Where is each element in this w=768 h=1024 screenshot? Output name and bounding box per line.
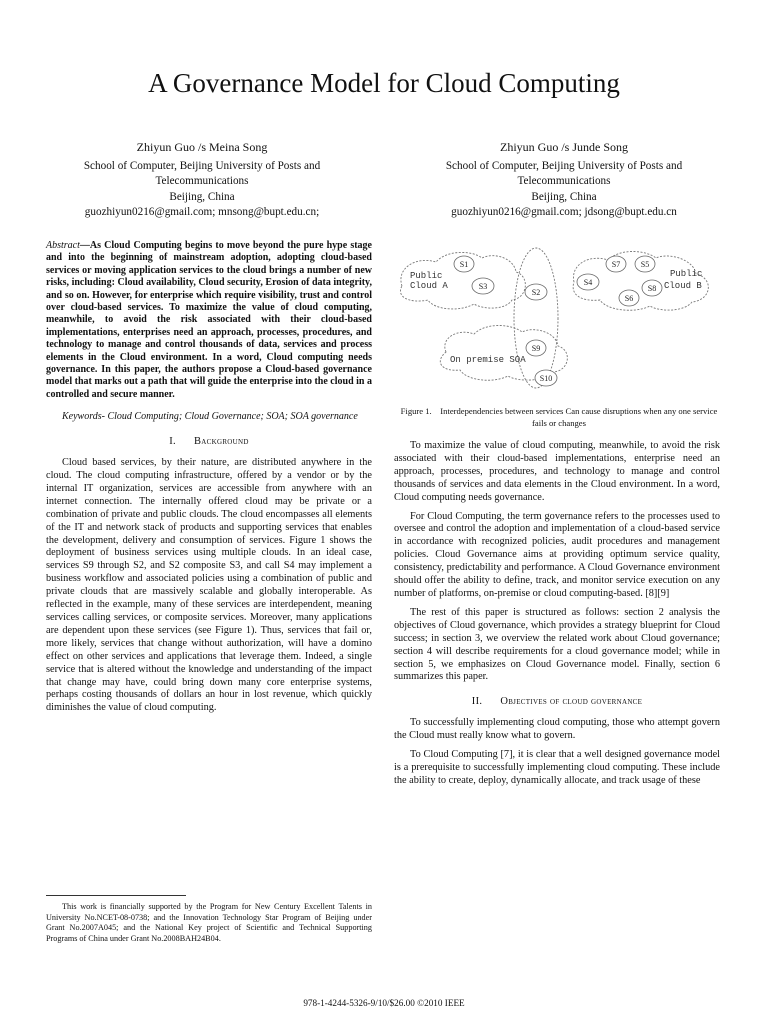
body-paragraph: Cloud based services, by their nature, are distributed anywhere in the cloud. The cloud computing infrastructure, offered by a vendor or by the internal IT organization, services are accessible from anywhere with an internet connection. The internally offered cloud may be private or a combination of private and public clouds. The cloud encompasses all elements of the IT and network stack of products and supporting services that enables the development, delivery and consumption of services. Figure 1 shows the deployment of business services using multiple clouds. In an ideal case, services S9 through S2, and S2 composite S3, and call S4 may implement a business workflow and associated policies using a combination of public and private clouds that are massively scalable and globally interoperable. As reflected in the example, many of these services are interdependent, meaning services calling services, or composite services. Moreover, many applications are dependent upon these services (see Figure 1). Thus, services that fail or, more likely, services that change without authorization, will have a domino effect on other services and applications that leverage them. Indeed, a single service that is altered without the knowledge and understanding of the impact that change may have, could bring down many core enterprise systems, perhaps costing thousands of dollars an hour in lost revenue, which quickly diminishes the value of cloud computing. [46,457,372,714]
author-email[interactable]: guozhiyun0216@gmail.com; mnsong@bupt.edu.cn; [84,206,320,218]
section-heading-objectives [394,696,720,709]
node-label: S8 [647,284,657,293]
figure-caption-text: Interdependencies between services Can cause disruptions when any one service fails or changes [440,406,718,428]
paper-title: A Governance Model for Cloud Computing [148,68,620,98]
body-paragraph: To maximize the value of cloud computing, meanwhile, to avoid the risk associated with their cloud-based implementations, enterprise need an approach, processes, procedures, and technology to manage and control thousands of services and data elements in the Cloud environment. In a word, Cloud computing needs governance. [394,440,720,503]
section-title: Objectives of cloud governance [500,696,643,708]
section-title: Background [194,436,249,448]
node-label: S5 [640,260,650,269]
author-name: Zhiyun Guo /s Meina Song [136,140,268,154]
section-number: I. [169,436,176,448]
figure-1-diagram [394,246,724,392]
keywords: Keywords- Cloud Computing; Cloud Governance; SOA; SOA governance [62,411,358,423]
figure-caption [394,406,724,429]
author-affiliation: Telecommunications [155,175,249,187]
node-label: S6 [624,294,634,303]
author-affiliation: School of Computer, Beijing University of Posts and [83,159,321,172]
right-column [394,440,720,794]
author-block-left [32,140,372,221]
node-label: S4 [583,278,593,287]
node-label: S7 [611,260,621,269]
section-number: II. [471,696,483,708]
node-label: S3 [478,282,488,291]
page-footer: 978-1-4244-5326-9/10/$26.00 ©2010 IEEE [303,998,465,1008]
section-heading-background [46,436,372,449]
public-cloud-b-label-2: Cloud B [664,281,702,291]
author-name: Zhiyun Guo /s Junde Song [499,140,628,154]
body-paragraph: To Cloud Computing [7], it is clear that a well designed governance model is a prerequisite to successfully implementing cloud computing. These include the ability to create, deploy, dynamically allocate, and track usage of these [394,749,720,786]
public-cloud-a-label-2: Cloud A [410,281,448,291]
figure-caption-label: Figure 1. [400,406,432,416]
node-label: S1 [459,260,469,269]
author-affiliation: School of Computer, Beijing University of Posts and [445,159,683,172]
abstract-label: Abstract [46,240,80,251]
node-label: S9 [531,344,541,353]
premise-label: On premise SOA [450,355,526,365]
author-email[interactable]: guozhiyun0216@gmail.com; jdsong@bupt.edu.cn [451,206,677,218]
abstract [46,240,372,401]
author-block-right [394,140,734,221]
author-location: Beijing, China [531,190,597,203]
body-paragraph: The rest of this paper is structured as follows: section 2 analysis the objectives of Cloud governance, which provides a strategy blueprint for Cloud success; in section 3, we overview the related work about Cloud governance; section 4 will describe requirements for a cloud governance model; while in section 5, we emphasizes on Cloud Governance model. Finally, section 6 summarizes this paper. [394,606,720,683]
node-label: S10 [539,374,553,383]
author-affiliation: Telecommunications [517,175,611,187]
footnote-divider [46,895,186,896]
node-label: S2 [531,288,541,297]
abstract-text: —As Cloud Computing begins to move beyond the pure hype stage and into the beginning of mainstream adoption, adopting cloud-based services or moving application services to the cloud brings a number of new risks, including: Cloud availability, Cloud security, Erosion of data integrity, and so on. However, for enterprise which require visibility, trust and control over cloud-based services. To maximize the value of cloud computing, meanwhile, to avoid the risk associated with their cloud-based implementations, enterprises need an approach, processes, procedures, and technology to manage and control thousands of data, services and process elements in the Cloud environment. In a word, Cloud computing needs governance. In this paper, the authors propose a Cloud-based governance model that marks out a path that will guide the enterprise into the cloud in a controlled and secure manner. [46,240,372,400]
public-cloud-b-label-1: Public [670,269,703,279]
left-column [46,240,372,721]
author-location: Beijing, China [169,190,235,203]
public-cloud-a-label-1: Public [410,271,443,281]
cross-cloud-ellipse [514,248,558,388]
body-paragraph: For Cloud Computing, the term governance refers to the processes used to oversee and control the adoption and implementation of a cloud-based service in accordance with recognized policies, audit procedures and management policies. Cloud Governance aims at providing optimum service quality, consistency, predictability and performance. A Cloud Governance environment should offer the ability to define, track, and monitor service execution on any number of platforms, on-premise or cloud computing-based. [8][9] [394,510,720,599]
body-paragraph: To successfully implementing cloud computing, those who attempt govern the Cloud must really know what to govern. [394,717,720,742]
footnote: This work is financially supported by the Program for New Century Excellent Talents in University No.NCET-08-0738; and the Innovation Technology Star Program of Beijing under Grant No.2007A045; and the National Key project of Scientific and Technical Supporting Programs of China under Grant No.2008BAH24B04. [46,902,372,943]
